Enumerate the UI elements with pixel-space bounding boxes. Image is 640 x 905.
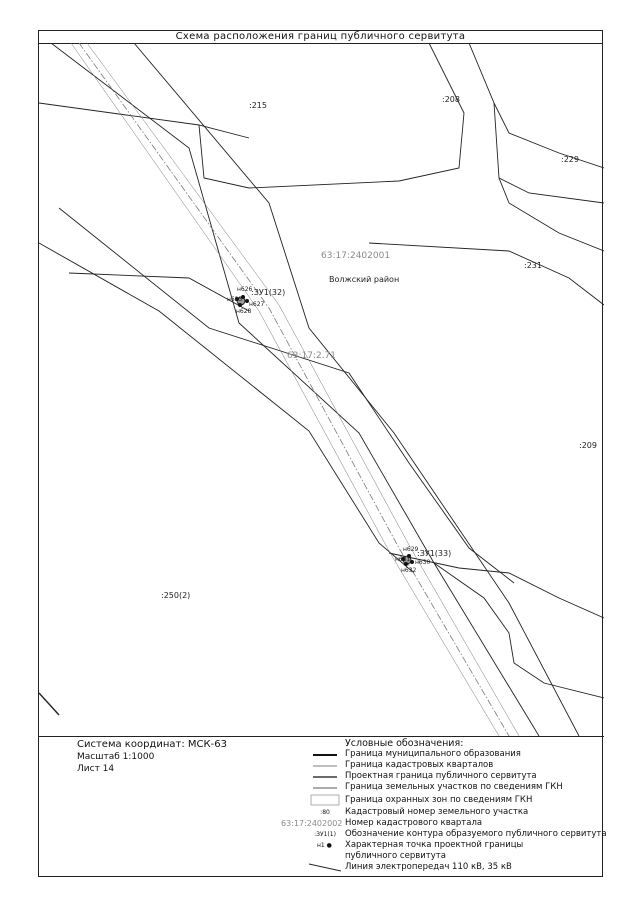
parcel-boundary [369, 243, 604, 305]
legend [281, 738, 607, 873]
parcel-boundary [69, 273, 249, 311]
easement-label: :ЗУ1(32) [251, 288, 286, 297]
legend-row [309, 782, 599, 793]
point-label: н631 [395, 556, 411, 563]
legend-row [309, 840, 599, 851]
legend-row [309, 862, 599, 873]
parcel-boundary [199, 43, 464, 188]
legend-row [281, 818, 599, 829]
powerline-side [71, 43, 499, 736]
scale-label: Масштаб 1:1000 [77, 752, 155, 762]
parcel-boundary [469, 43, 604, 203]
point-label: н628 [236, 308, 252, 315]
municipal-boundary [39, 693, 59, 715]
point-label: н626 [237, 286, 253, 293]
legend-row [309, 771, 599, 782]
point-label: н632 [401, 567, 417, 574]
legend-text: Граница охранных зон по сведениям ГКН [345, 795, 533, 805]
legend-text: публичного сервитута [345, 851, 446, 861]
parcel-boundary [494, 103, 604, 168]
parcel-label: :229 [561, 155, 579, 164]
point-symbol [309, 840, 341, 851]
protection-zone-symbol [309, 793, 341, 807]
legend-row [309, 760, 599, 771]
legend-row [309, 749, 599, 760]
district-label: Волжский район [329, 275, 400, 284]
parcel-boundary [499, 178, 604, 251]
point-label: н627 [249, 301, 265, 308]
point-label: н629 [403, 546, 419, 553]
legend-text: Проектная граница публичного сервитута [345, 771, 537, 781]
powerline-symbol [309, 862, 341, 873]
parcel-boundary [59, 208, 514, 583]
parcel-label: :208 [442, 95, 460, 104]
municipal-boundary-symbol [309, 749, 341, 760]
coordinate-system: Система координат: МСК-63 [77, 739, 227, 750]
legend-text: Номер кадастрового квартала [345, 818, 483, 828]
map-title: Схема расположения границ публичного сервитута [39, 31, 602, 44]
parcel-number-symbol: :80 [320, 809, 330, 816]
easement-contour-symbol: :ЗУ1(1) [314, 831, 336, 838]
legend-row [309, 829, 607, 840]
legend-row [309, 793, 599, 807]
map-canvas [39, 43, 604, 736]
legend-text: Обозначение контура образуемого публичного сервитута [345, 829, 607, 839]
easement-label: :ЗУ1(33) [417, 549, 452, 558]
map-area [39, 43, 604, 737]
legend-text: Характерная точка проектной границы [345, 840, 524, 850]
parcel-boundary-symbol [309, 782, 341, 793]
parcel-boundary [51, 43, 539, 736]
legend-text: Линия электропередач 110 кВ, 35 кВ [345, 862, 512, 872]
point-label: н630 [415, 559, 431, 566]
parcel-boundary [434, 563, 604, 698]
parcel-label: :209 [579, 441, 597, 450]
quarter-boundary-symbol [309, 760, 341, 771]
quarter-number-symbol: 63:17:2402002 [281, 819, 343, 828]
parcel-boundary [39, 243, 417, 574]
point-label: н625 [227, 296, 243, 303]
parcel-label: :231 [524, 261, 542, 270]
powerline [79, 43, 509, 736]
legend-heading-row [309, 738, 599, 749]
legend-left [77, 739, 227, 775]
legend-text: Граница кадастровых кварталов [345, 760, 494, 770]
point-dot-icon: ● [326, 842, 332, 849]
map-sheet [38, 30, 607, 877]
powerline-side [87, 43, 519, 736]
legend-text: Граница земельных участков по сведениям ГКН [345, 782, 563, 792]
parcel-label: :250(2) [161, 591, 191, 600]
parcel-label: :215 [249, 101, 267, 110]
legend-text: Кадастровый номер земельного участка [345, 807, 529, 817]
legend-row [309, 851, 599, 862]
quarter-label: 63:17:2402001 [321, 251, 391, 261]
legend-row [309, 807, 599, 818]
sheet-number: Лист 14 [77, 764, 115, 774]
legend-heading: Условные обозначения: [345, 738, 464, 749]
legend-text: Граница муниципального образования [345, 749, 521, 759]
parcel-label: 63:17:2.71 [287, 351, 337, 361]
easement-boundary-symbol [309, 771, 341, 782]
point-symbol-label: н1 [317, 842, 325, 849]
